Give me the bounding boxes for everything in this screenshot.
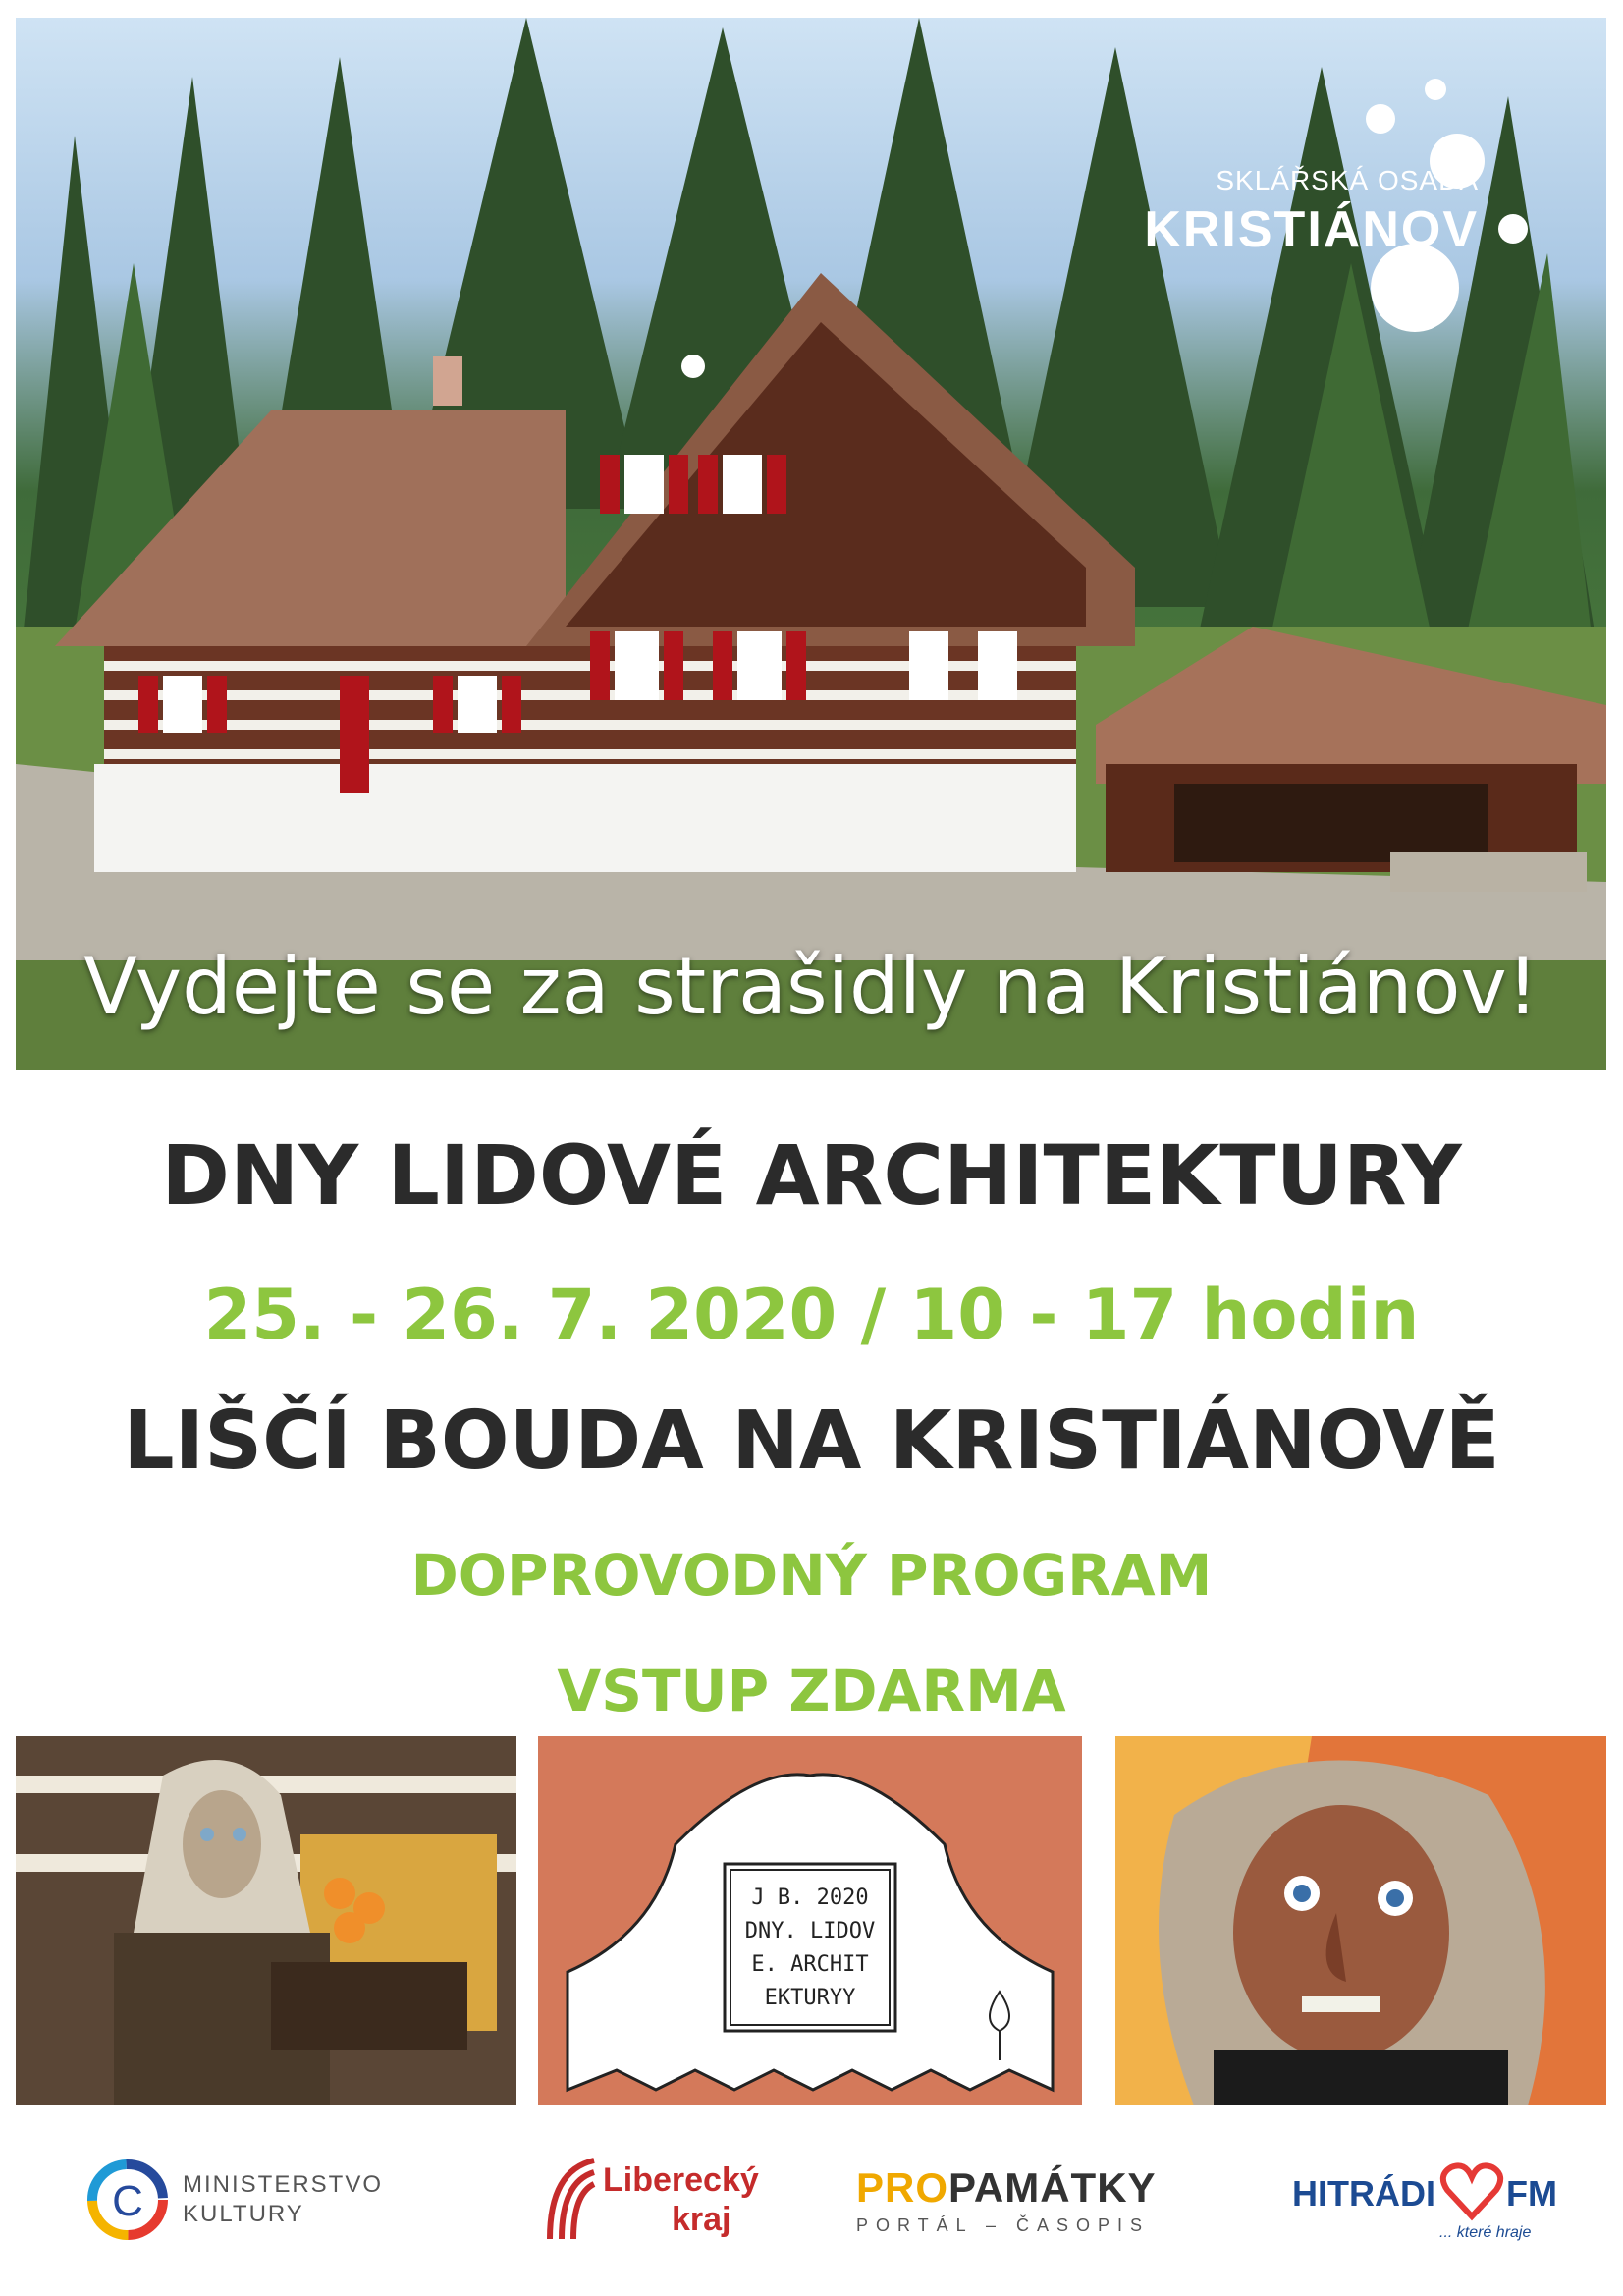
mk-line-2: KULTURY bbox=[183, 2201, 304, 2227]
pp-pro: PRO bbox=[856, 2163, 949, 2211]
event-place: LIŠČÍ BOUDA NA KRISTIÁNOVĚ bbox=[123, 1394, 1500, 1488]
svg-text:C: C bbox=[112, 2177, 143, 2225]
mk-line-1: MINISTERSTVO bbox=[183, 2171, 384, 2198]
entry-label: VSTUP ZDARMA bbox=[557, 1658, 1066, 1724]
event-date: 25. - 26. 7. 2020 / 10 - 17 hodin bbox=[203, 1275, 1420, 1355]
logo-bubble bbox=[1366, 104, 1395, 134]
lk-arcs-icon bbox=[540, 2151, 599, 2249]
brand-title: KRISTIÁNOV bbox=[1144, 201, 1479, 258]
sign-line: DNY. LIDOV bbox=[744, 1919, 876, 1943]
sign-line: EKTURYY bbox=[764, 1986, 856, 2010]
sign-line: E. ARCHIT bbox=[751, 1952, 869, 1977]
lk-line-2: kraj bbox=[672, 2201, 731, 2238]
hr-right: FM bbox=[1506, 2173, 1557, 2214]
gable-sign-drawing bbox=[538, 1736, 1082, 2105]
liberecky-kraj-logo[interactable] bbox=[540, 2146, 776, 2254]
propamatky-logo[interactable] bbox=[856, 2146, 1219, 2254]
mk-circle-icon bbox=[86, 2159, 169, 2241]
kristianov-logo bbox=[1144, 165, 1479, 259]
lk-line-1: Liberecký bbox=[603, 2161, 759, 2199]
sign-line: J B. 2020 bbox=[751, 1886, 869, 1910]
brand-subtitle: SKLÁŘSKÁ OSADA bbox=[1216, 165, 1479, 195]
heart-icon bbox=[1437, 2156, 1506, 2224]
logo-bubble bbox=[1425, 79, 1446, 100]
hr-left: HITRÁDI bbox=[1292, 2173, 1435, 2214]
hero-photo bbox=[16, 18, 1606, 1070]
ministerstvo-kultury-logo[interactable] bbox=[86, 2146, 420, 2254]
program-label: DOPROVODNÝ PROGRAM bbox=[410, 1542, 1213, 1609]
pp-pamatky: PAMÁTKY bbox=[948, 2163, 1157, 2211]
hitradio-fm-logo[interactable] bbox=[1292, 2146, 1587, 2254]
hr-slogan: ... které hraje bbox=[1439, 2224, 1532, 2241]
sign-text bbox=[739, 1882, 881, 2015]
pp-subtitle: PORTÁL – ČASOPIS bbox=[856, 2214, 1151, 2235]
logo-bubble bbox=[1498, 214, 1528, 244]
hero-caption: Vydejte se za strašidly na Kristiánov! bbox=[83, 941, 1539, 1032]
witch-puppet-photo-right bbox=[1115, 1736, 1606, 2105]
witch-puppet-photo-left bbox=[16, 1736, 516, 2105]
event-title: DNY LIDOVÉ ARCHITEKTURY bbox=[161, 1127, 1462, 1224]
